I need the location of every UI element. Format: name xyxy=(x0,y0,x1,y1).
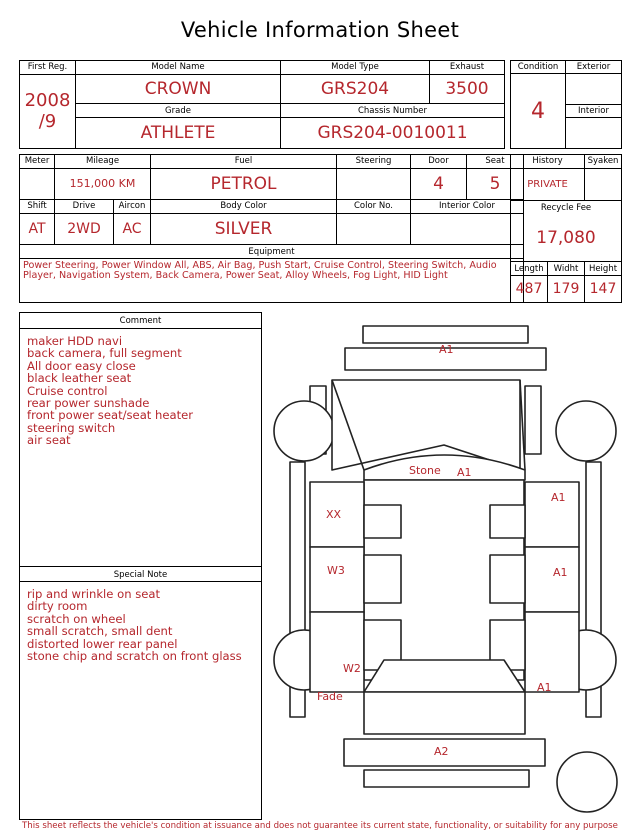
special-note-label: Special Note xyxy=(20,566,261,582)
length-value: 487 xyxy=(511,276,548,303)
drive-value: 2WD xyxy=(55,213,114,244)
left-rear-quarter xyxy=(310,612,364,692)
mileage-value: 151,000 KM xyxy=(55,168,151,199)
damage-front-bumper: A1 xyxy=(439,343,454,356)
body-color-label: Body Color xyxy=(151,200,337,214)
comment-label: Comment xyxy=(20,313,261,329)
color-no-label: Color No. xyxy=(337,200,411,214)
meter-label: Meter xyxy=(20,155,55,169)
comment-line: All door easy close xyxy=(27,358,136,373)
drive-label: Drive xyxy=(55,200,114,214)
model-name-value: CROWN xyxy=(76,74,281,104)
steering-label: Steering xyxy=(337,155,411,169)
damage-left-rear-quarter: W2 xyxy=(343,662,361,675)
equipment-list: Power Steering, Power Window All, ABS, Air Bag, Push Start, Cruise Control, Steering Switch, Audio Player, Navigation System, Back Camera, Power Seat, Alloy Wheels, Fog Light, HID Light xyxy=(20,258,524,302)
comment-line: front power seat/seat heater xyxy=(27,408,194,423)
right-rear-door xyxy=(525,547,579,612)
damage-left-rear-door: W3 xyxy=(327,564,345,577)
door-value: 4 xyxy=(411,168,467,199)
damage-left-front-door: XX xyxy=(326,508,342,521)
left-rear-door xyxy=(310,547,364,612)
grade-label: Grade xyxy=(76,104,281,118)
trunk xyxy=(364,692,525,734)
comment-line: rear power sunshade xyxy=(27,396,150,411)
damage-windshield-code: A1 xyxy=(457,466,472,479)
first-reg-month: /9 xyxy=(38,111,57,133)
aircon-value: AC xyxy=(114,213,151,244)
shift-value: AT xyxy=(20,213,55,244)
first-reg-year: 2008 xyxy=(24,90,71,112)
comment-line: steering switch xyxy=(27,420,116,435)
condition-label: Condition xyxy=(511,61,566,74)
right-front-pillar xyxy=(525,386,541,454)
special-note-line: stone chip and scratch on front glass xyxy=(27,649,242,664)
left-inner-panel-front xyxy=(364,505,401,538)
spare-wheel xyxy=(557,752,617,812)
fuel-label: Fuel xyxy=(151,155,337,169)
seat-label: Seat xyxy=(467,155,524,169)
special-note-line: small scratch, small dent xyxy=(27,624,173,639)
chassis-label: Chassis Number xyxy=(281,104,505,118)
width-label: Widht xyxy=(548,262,585,276)
damage-right-front-door: A1 xyxy=(551,491,566,504)
model-name-label: Model Name xyxy=(76,61,281,75)
comment-line: Cruise control xyxy=(27,383,108,398)
exhaust-label: Exhaust xyxy=(430,61,505,75)
first-reg-label: First Reg. xyxy=(20,61,76,75)
front-left-wheel xyxy=(274,401,334,461)
interior-label: Interior xyxy=(566,104,622,117)
chassis-value: GRS204-0010011 xyxy=(281,118,505,149)
history-value: PRIVATE xyxy=(511,168,585,200)
exterior-label: Exterior xyxy=(566,61,622,74)
model-type-value: GRS204 xyxy=(281,74,430,104)
damage-right-rear-door: A1 xyxy=(553,566,568,579)
special-note-line: rip and wrinkle on seat xyxy=(27,587,161,601)
front-right-wheel xyxy=(556,401,616,461)
interior-color-label: Interior Color xyxy=(411,200,524,214)
front-bumper-top xyxy=(363,326,528,343)
special-note-line: dirty room xyxy=(27,599,88,614)
body-color-value: SILVER xyxy=(151,213,337,244)
equipment-label: Equipment xyxy=(20,245,524,259)
right-inner-panel-front xyxy=(490,505,525,538)
damage-windshield-stone: Stone xyxy=(409,464,441,477)
height-label: Height xyxy=(585,262,622,276)
model-type-label: Model Type xyxy=(281,61,430,75)
recycle-value: 17,080 xyxy=(511,215,622,262)
comment-line: back camera, full segment xyxy=(27,346,182,361)
right-inner-panel-mid xyxy=(490,555,525,603)
disclaimer-footer: This sheet reflects the vehicle's condition at issuance and does not guarantee its current state, functionality, or suitability for any purpose xyxy=(22,821,618,831)
width-value: 179 xyxy=(548,276,585,303)
grade-value: ATHLETE xyxy=(76,118,281,149)
exhaust-value: 3500 xyxy=(430,74,505,104)
history-label: History xyxy=(511,155,585,169)
damage-right-rear-quarter: A1 xyxy=(537,681,552,694)
damage-left-rear-fade: Fade xyxy=(317,690,343,703)
aircon-label: Aircon xyxy=(114,200,151,214)
fuel-value: PETROL xyxy=(151,168,337,199)
length-label: Length xyxy=(511,262,548,276)
mileage-label: Mileage xyxy=(55,155,151,169)
seat-value: 5 xyxy=(467,168,524,199)
syaken-label: Syaken xyxy=(585,155,622,169)
right-rear-quarter xyxy=(525,612,579,692)
page-title: Vehicle Information Sheet xyxy=(180,18,460,42)
height-value: 147 xyxy=(585,276,622,303)
door-label: Door xyxy=(411,155,467,169)
comment-line: black leather seat xyxy=(27,371,132,386)
damage-rear-bumper: A2 xyxy=(434,745,449,758)
special-note-line: distorted lower rear panel xyxy=(27,636,178,651)
rear-window xyxy=(364,660,525,692)
left-inner-panel-mid xyxy=(364,555,401,603)
shift-label: Shift xyxy=(20,200,55,214)
recycle-label: Recycle Fee xyxy=(511,201,622,215)
special-note-line: scratch on wheel xyxy=(27,611,126,626)
comment-line: air seat xyxy=(27,433,71,448)
comment-line: maker HDD navi xyxy=(27,334,123,348)
condition-score: 4 xyxy=(511,74,566,149)
rear-bumper-bottom xyxy=(364,770,529,787)
